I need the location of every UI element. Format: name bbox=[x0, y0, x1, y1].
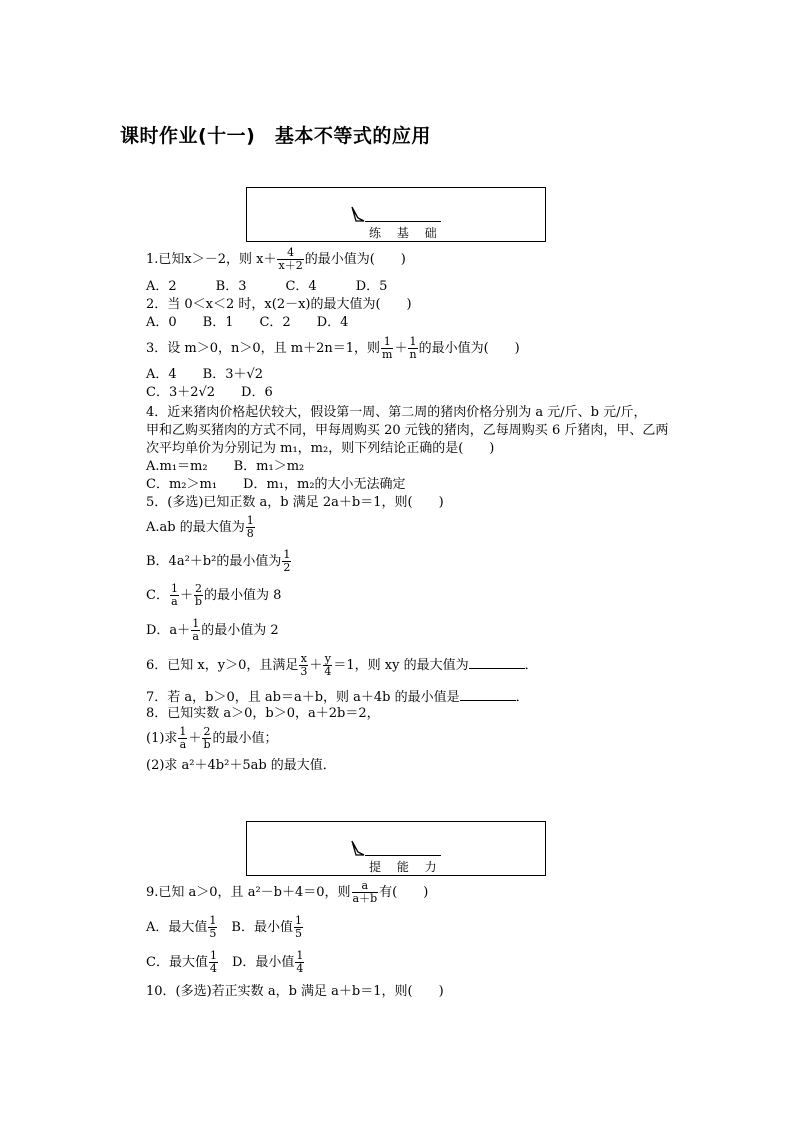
question-5-option-c: C． $\frac{1}{a}$ ＋ $\frac{2}{b}$ 的最小值为 8 bbox=[146, 582, 282, 608]
section-header-basic bbox=[246, 187, 546, 242]
question-5: 5．(多选)已知正数 a，b 满足 2a＋b＝1，则( ) bbox=[146, 495, 444, 510]
question-3-options-2: C．3＋2√2 D．6 bbox=[146, 385, 273, 400]
question-8: 8．已知实数 a＞0，b＞0，a＋2b＝2， bbox=[146, 706, 380, 721]
question-4-line-2: 甲和乙购买猪肉的方式不同，甲每周购买 20 元钱的猪肉，乙每周购买 6 斤猪肉，甲、乙两 bbox=[146, 423, 669, 438]
question-10: 10．(多选)若正实数 a，b 满足 a＋b＝1，则( ) bbox=[146, 984, 444, 999]
question-4-line-3: 次平均单价为分别记为 m₁，m₂，则下列结论正确的是( ) bbox=[146, 441, 495, 456]
question-4-line-1: 4．近来猪肉价格起伏较大，假设第一周、第二周的猪肉价格分别为 a 元/斤、b 元/斤， bbox=[146, 405, 647, 420]
page-title: 课时作业(十一) 基本不等式的应用 bbox=[120, 125, 431, 147]
question-2: 2．当 0＜x＜2 时，x(2－x)的最大值为( ) bbox=[146, 297, 412, 312]
question-7: 7．若 a，b＞0，且 ab＝a＋b，则 a＋4b 的最小值是 ． bbox=[146, 690, 529, 705]
question-5-option-d: D．a＋ $\frac{1}{a}$ 的最小值为 2 bbox=[146, 617, 279, 643]
question-8-part-2: (2)求 a²＋4b²＋5ab 的最大值． bbox=[146, 758, 336, 773]
question-9: 9.已知 a＞0，且 a²－b＋4＝0，则 $\frac{a}{a+b}$ 有( ) bbox=[146, 879, 429, 905]
question-3-options-1: A．4 B．3＋√2 bbox=[146, 367, 264, 382]
question-1-options: A．2 B．3 C．4 D．5 bbox=[146, 279, 388, 294]
section-label: 练 基 础 bbox=[369, 226, 443, 240]
question-8-part-1: (1)求 $\frac{1}{a}$ ＋ $\frac{2}{b}$ 的最小值； bbox=[146, 725, 278, 751]
question-9-options-1: A．最大值 $\frac{1}{5}$ B．最小值 $\frac{1}{5}$ bbox=[146, 914, 302, 940]
question-3: 3．设 m＞0，n＞0，且 m＋2n＝1，则 $\frac{1}{m}$ ＋ $\frac{1}{n}$ 的最小值为( ) bbox=[146, 335, 520, 361]
question-4-options-2: C．m₂＞m₁ D．m₁，m₂的大小无法确定 bbox=[146, 477, 406, 492]
question-5-option-a: A.ab 的最大值为 $\frac{1}{8}$ bbox=[146, 514, 254, 540]
question-2-options: A．0 B．1 C．2 D．4 bbox=[146, 315, 349, 330]
answer-blank[interactable] bbox=[460, 688, 516, 701]
answer-blank[interactable] bbox=[469, 656, 525, 669]
question-9-options-2: C．最大值 $\frac{1}{4}$ D．最小值 $\frac{1}{4}$ bbox=[146, 949, 304, 975]
question-1: 1.已知x＞－2，则 x＋ $\frac{4}{x+2}$ 的最小值为( ) bbox=[146, 246, 406, 272]
question-6: 6．已知 x，y＞0，且满足 $\frac{x}{3}$ ＋ $\frac{y}{4}$ ＝1，则 xy 的最大值为 ． bbox=[146, 652, 538, 678]
question-4-options-1: A.m₁＝m₂ B．m₁＞m₂ bbox=[146, 459, 305, 474]
question-5-option-b: B．4a²＋b²的最小值为 $\frac{1}{2}$ bbox=[146, 548, 291, 574]
section-header-advanced bbox=[246, 821, 546, 876]
header-rule bbox=[365, 855, 441, 856]
header-rule bbox=[365, 221, 441, 222]
section-label: 提 能 力 bbox=[369, 860, 443, 874]
